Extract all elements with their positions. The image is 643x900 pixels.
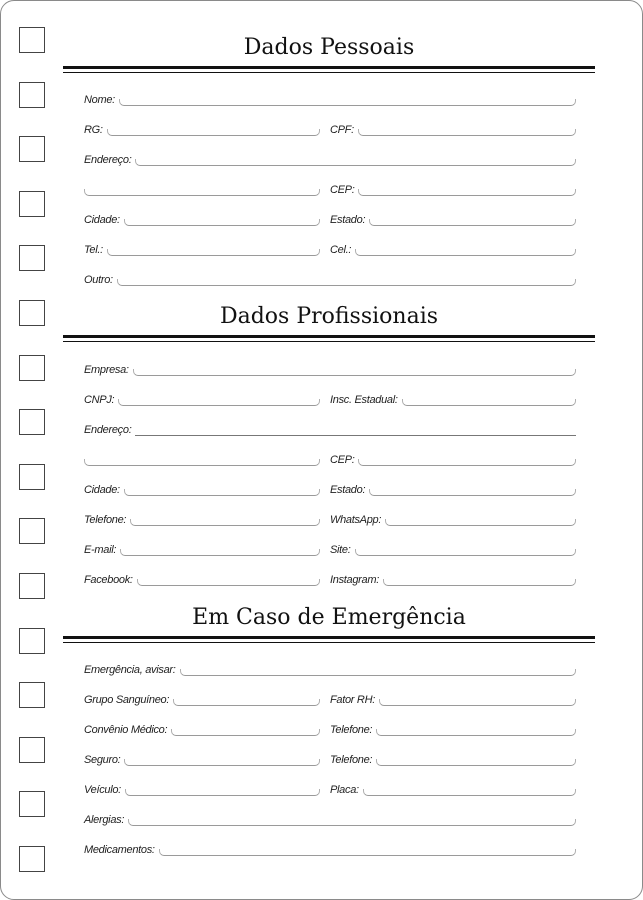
cep-field[interactable] xyxy=(330,179,576,197)
nome-field[interactable] xyxy=(84,89,576,107)
insc-estadual-field[interactable] xyxy=(330,389,576,407)
facebook-field[interactable] xyxy=(84,569,320,587)
binder-hole xyxy=(19,518,45,544)
binder-hole xyxy=(19,82,45,108)
instagram-input-line[interactable] xyxy=(383,579,576,586)
endereco-prof-field[interactable] xyxy=(84,419,576,437)
convenio-medico-label: Convênio Médico: xyxy=(84,724,168,736)
endereco-prof-input-line[interactable] xyxy=(135,429,576,436)
binder-hole xyxy=(19,27,45,53)
endereco-prof-continuation-line[interactable] xyxy=(84,459,320,466)
endereco-continuation-field[interactable] xyxy=(84,179,320,197)
cidade-label: Cidade: xyxy=(84,214,120,226)
cidade-input-line[interactable] xyxy=(124,219,320,226)
cpf-input-line[interactable] xyxy=(358,129,576,136)
telefone-prof-input-line[interactable] xyxy=(130,519,320,526)
binder-hole xyxy=(19,628,45,654)
cnpj-field[interactable] xyxy=(84,389,320,407)
fator-rh-field[interactable] xyxy=(330,689,576,707)
email-field[interactable] xyxy=(84,539,320,557)
insc-estadual-input-line[interactable] xyxy=(402,399,576,406)
emergencia-avisar-field[interactable] xyxy=(84,659,576,677)
binder-hole xyxy=(19,191,45,217)
cep-label: CEP: xyxy=(330,184,355,196)
tel-label: Tel.: xyxy=(84,244,103,256)
cidade-prof-field[interactable] xyxy=(84,479,320,497)
cel-field[interactable] xyxy=(330,239,576,257)
veiculo-input-line[interactable] xyxy=(125,789,320,796)
placa-field[interactable] xyxy=(330,779,576,797)
empresa-field[interactable] xyxy=(84,359,576,377)
telefone-convenio-field[interactable] xyxy=(330,719,576,737)
nome-label: Nome: xyxy=(84,94,115,106)
endereco-input-line[interactable] xyxy=(135,159,576,166)
tel-input-line[interactable] xyxy=(107,249,320,256)
estado-prof-label: Estado: xyxy=(330,484,366,496)
telefone-seguro-label: Telefone: xyxy=(330,754,373,766)
empresa-label: Empresa: xyxy=(84,364,129,376)
cnpj-label: CNPJ: xyxy=(84,394,115,406)
telefone-prof-field[interactable] xyxy=(84,509,320,527)
cidade-field[interactable] xyxy=(84,209,320,227)
seguro-label: Seguro: xyxy=(84,754,121,766)
section-title-professional: Dados Profissionais xyxy=(219,304,439,329)
email-label: E-mail: xyxy=(84,544,117,556)
nome-input-line[interactable] xyxy=(119,99,576,106)
veiculo-label: Veículo: xyxy=(84,784,121,796)
convenio-medico-input-line[interactable] xyxy=(171,729,320,736)
binder-hole xyxy=(19,682,45,708)
site-field[interactable] xyxy=(330,539,576,557)
medicamentos-input-line[interactable] xyxy=(159,849,576,856)
veiculo-field[interactable] xyxy=(84,779,320,797)
section-divider xyxy=(63,335,595,342)
alergias-field[interactable] xyxy=(84,809,576,827)
section-divider xyxy=(63,636,595,643)
medicamentos-field[interactable] xyxy=(84,839,576,857)
binder-hole xyxy=(19,136,45,162)
emergencia-avisar-input-line[interactable] xyxy=(180,669,576,676)
facebook-label: Facebook: xyxy=(84,574,133,586)
placa-input-line[interactable] xyxy=(363,789,576,796)
estado-input-line[interactable] xyxy=(369,219,576,226)
cel-input-line[interactable] xyxy=(355,249,576,256)
binder-hole xyxy=(19,464,45,490)
cidade-prof-input-line[interactable] xyxy=(124,489,320,496)
binder-hole xyxy=(19,737,45,763)
binder-hole xyxy=(19,846,45,872)
convenio-medico-field[interactable] xyxy=(84,719,320,737)
binder-hole xyxy=(19,791,45,817)
seguro-input-line[interactable] xyxy=(124,759,320,766)
telefone-seguro-input-line[interactable] xyxy=(376,759,576,766)
cel-label: Cel.: xyxy=(330,244,352,256)
grupo-sanguineo-label: Grupo Sanguíneo: xyxy=(84,694,170,706)
binder-hole xyxy=(19,355,45,381)
estado-prof-field[interactable] xyxy=(330,479,576,497)
outro-input-line[interactable] xyxy=(117,279,576,286)
alergias-input-line[interactable] xyxy=(128,819,576,826)
cep-prof-input-line[interactable] xyxy=(358,459,576,466)
section-divider xyxy=(63,66,595,73)
rg-field[interactable] xyxy=(84,119,320,137)
binder-hole xyxy=(19,573,45,599)
cpf-field[interactable] xyxy=(330,119,576,137)
medicamentos-label: Medicamentos: xyxy=(84,844,155,856)
rg-input-line[interactable] xyxy=(107,129,320,136)
email-input-line[interactable] xyxy=(120,549,320,556)
instagram-field[interactable] xyxy=(330,569,576,587)
outro-label: Outro: xyxy=(84,274,113,286)
site-input-line[interactable] xyxy=(355,549,576,556)
cep-prof-field[interactable] xyxy=(330,449,576,467)
endereco-prof-label: Endereço: xyxy=(84,424,132,436)
endereco-continuation-line[interactable] xyxy=(84,189,320,196)
empresa-input-line[interactable] xyxy=(133,369,576,376)
section-title-personal: Dados Pessoais xyxy=(243,35,415,60)
telefone-convenio-input-line[interactable] xyxy=(376,729,576,736)
binder-hole xyxy=(19,245,45,271)
fator-rh-label: Fator RH: xyxy=(330,694,375,706)
whatsapp-field[interactable] xyxy=(330,509,576,527)
whatsapp-input-line[interactable] xyxy=(385,519,576,526)
outro-field[interactable] xyxy=(84,269,576,287)
endereco-label: Endereço: xyxy=(84,154,132,166)
cep-prof-label: CEP: xyxy=(330,454,355,466)
emergencia-avisar-label: Emergência, avisar: xyxy=(84,664,176,676)
telefone-convenio-label: Telefone: xyxy=(330,724,373,736)
alergias-label: Alergias: xyxy=(84,814,125,826)
fator-rh-input-line[interactable] xyxy=(379,699,576,706)
endereco-field[interactable] xyxy=(84,149,576,167)
insc-estadual-label: Insc. Estadual: xyxy=(330,394,398,406)
tel-field[interactable] xyxy=(84,239,320,257)
binder-hole xyxy=(19,300,45,326)
cnpj-input-line[interactable] xyxy=(118,399,320,406)
grupo-sanguineo-input-line[interactable] xyxy=(173,699,320,706)
cpf-label: CPF: xyxy=(330,124,354,136)
estado-prof-input-line[interactable] xyxy=(369,489,576,496)
telefone-prof-label: Telefone: xyxy=(84,514,127,526)
whatsapp-label: WhatsApp: xyxy=(330,514,382,526)
binder-hole xyxy=(19,409,45,435)
placa-label: Placa: xyxy=(330,784,359,796)
estado-label: Estado: xyxy=(330,214,366,226)
cep-input-line[interactable] xyxy=(358,189,576,196)
seguro-field[interactable] xyxy=(84,749,320,767)
facebook-input-line[interactable] xyxy=(137,579,320,586)
telefone-seguro-field[interactable] xyxy=(330,749,576,767)
site-label: Site: xyxy=(330,544,351,556)
endereco-prof-continuation-field[interactable] xyxy=(84,449,320,467)
cidade-prof-label: Cidade: xyxy=(84,484,120,496)
estado-field[interactable] xyxy=(330,209,576,227)
grupo-sanguineo-field[interactable] xyxy=(84,689,320,707)
instagram-label: Instagram: xyxy=(330,574,379,586)
section-title-emergency: Em Caso de Emergência xyxy=(192,605,466,630)
rg-label: RG: xyxy=(84,124,103,136)
